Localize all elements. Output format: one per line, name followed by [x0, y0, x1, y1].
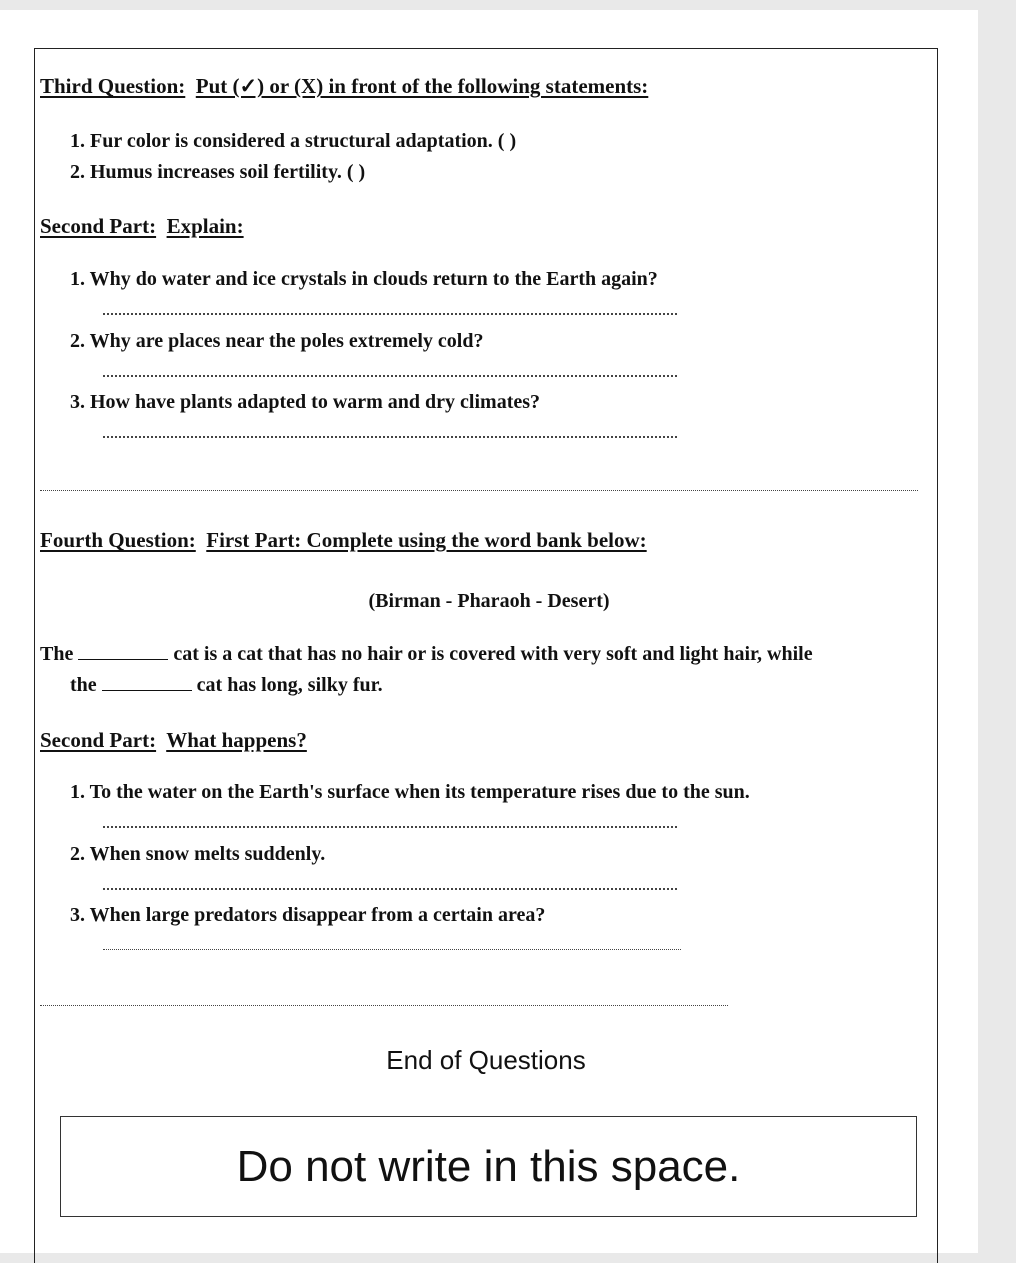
explain-heading [40, 214, 244, 239]
explain-question-1: 1. Why do water and ice crystals in clouds return to the Earth again? [70, 268, 658, 290]
what-happens-3: 3. When large predators disappear from a certain area? [70, 904, 546, 926]
answer-line-5[interactable] [103, 888, 677, 890]
fill-blank-2[interactable] [102, 676, 192, 691]
fourth-question-heading [40, 528, 647, 553]
explain-part-label: Second Part: [40, 214, 157, 238]
what-happens-1: 1. To the water on the Earth's surface when its temperature rises due to the sun. [70, 781, 750, 803]
word-bank: (Birman - Pharaoh - Desert) [368, 590, 610, 612]
third-question-label: Third Question: [40, 74, 186, 98]
section-divider [40, 490, 918, 491]
third-question-instruction: Put (✓) or (X) in front of the following statements: [195, 74, 649, 98]
fill-sentence-line-2 [70, 674, 383, 697]
fourth-question-instruction: First Part: Complete using the word bank below: [206, 528, 647, 552]
do-not-write-text: Do not write in this space. [236, 1141, 741, 1191]
what-happens-part-label: Second Part: [40, 728, 157, 752]
fill-sentence-line-1 [40, 643, 813, 666]
what-happens-instruction: What happens? [166, 728, 307, 752]
sentence-start-the: The [40, 643, 74, 665]
what-happens-2: 2. When snow melts suddenly. [70, 843, 326, 865]
sentence-start-the-2: the [70, 674, 97, 696]
explain-question-3: 3. How have plants adapted to warm and dry climates? [70, 391, 541, 413]
fourth-question-label: Fourth Question: [40, 528, 196, 552]
what-happens-heading [40, 728, 307, 753]
answer-line-6[interactable] [103, 949, 681, 950]
end-of-questions: End of Questions [386, 1045, 586, 1075]
do-not-write-box [60, 1116, 917, 1217]
tf-statement-1: 1. Fur color is considered a structural adaptation. ( ) [70, 130, 517, 152]
fill-blank-1[interactable] [78, 645, 168, 660]
exam-sheet [0, 10, 978, 1253]
third-question-heading [40, 74, 648, 99]
explain-question-2: 2. Why are places near the poles extremely cold? [70, 330, 484, 352]
answer-line-1[interactable] [103, 313, 677, 315]
explain-instruction: Explain: [166, 214, 244, 238]
sentence-line2-rest: cat has long, silky fur. [196, 674, 383, 696]
answer-line-2[interactable] [103, 375, 677, 377]
answer-line-4[interactable] [103, 826, 677, 828]
section-divider-2 [40, 1005, 728, 1006]
sentence-line1-rest: cat is a cat that has no hair or is covered with very soft and light hair, while [173, 643, 813, 665]
answer-line-3[interactable] [103, 436, 677, 438]
tf-statement-2: 2. Humus increases soil fertility. ( ) [70, 161, 366, 183]
